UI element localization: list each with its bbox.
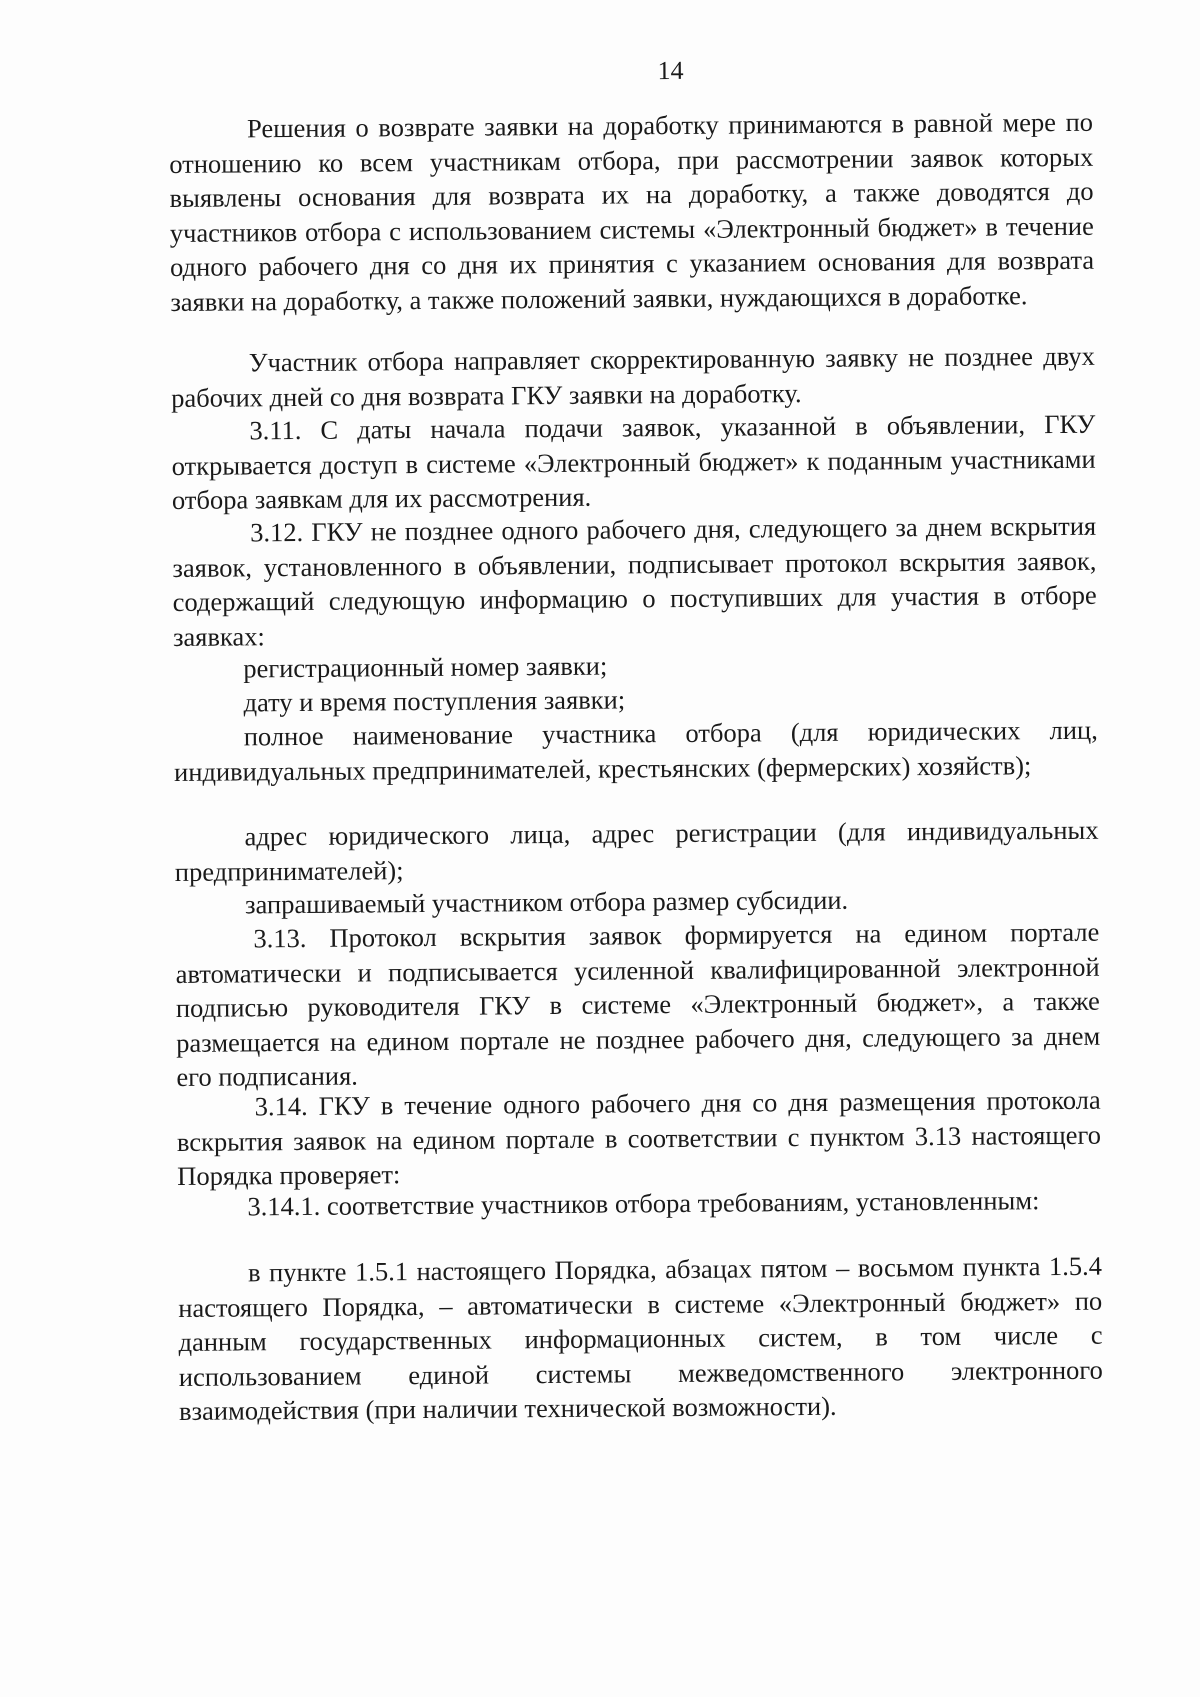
paragraph-3-14-1: 3.14.1. соответствие участников отбора требованиям, установленным: bbox=[247, 1185, 1040, 1222]
list-item-date-time: дату и время поступления заявки; bbox=[243, 684, 626, 718]
paragraph-3-14: 3.14. ГКУ в течение одного рабочего дня со дня размещения протокола вскрытия заявок на едином портале в соответствии с пунктом 3.13 настоящего Порядка проверяет: bbox=[176, 1084, 1102, 1191]
paragraph-3-12: 3.12. ГКУ не позднее одного рабочего дня, следующего за днем вскрытия заявок, установленного в объявлении, подписывает протокол вскрытия заявок, содержащий следующую информацию о поступивших для участия в отборе заявках: bbox=[172, 510, 1097, 652]
page-number: 14 bbox=[657, 55, 684, 86]
list-item-subsidy-amount: запрашиваемый участником отбора размер субсидии. bbox=[244, 884, 849, 920]
paragraph-return-decision: Решения о возврате заявки на доработку принимаются в равной мере по отношению ко всем участникам отбора, при рассмотрении заявок которых выявлены основания для возврата их на доработку, а также доводятся до участников отбора с использованием системы «Электронный бюджет» в течение одного рабочего дня со дня их принятия с указанием основания для возврата заявки на доработку, а также положений заявки, нуждающихся в доработке. bbox=[169, 106, 1095, 317]
list-item-full-name: полное наименование участника отбора (для юридических лиц, индивидуальных предпринимателей, крестьянских (фермерских) хозяйств); bbox=[173, 714, 1098, 787]
paragraph-3-13: 3.13. Протокол вскрытия заявок формируется на едином портале автоматически и подписывается усиленной квалифицированной электронной подписью руководителя ГКУ в системе «Электронный бюджет», а также размещается на едином портале не позднее рабочего дня, следующего за днем его подписания. bbox=[175, 916, 1101, 1092]
list-item-address: адрес юридического лица, адрес регистрации (для индивидуальных предпринимателей); bbox=[174, 814, 1099, 887]
paragraph-3-11: 3.11. С даты начала подачи заявок, указанной в объявлении, ГКУ открывается доступ в системе «Электронный бюджет» к поданным участниками отбора заявкам для их рассмотрения. bbox=[171, 408, 1096, 515]
paragraph-clause-1-5-1: в пункте 1.5.1 настоящего Порядка, абзацах пятом – восьмом пункта 1.5.4 настоящего Порядка, – автоматически в системе «Электронный бюджет» по данным государственных информационных систем, в том числе с использованием единой системы межведомственного электронного взаимодействия (при наличии технической возможности). bbox=[178, 1250, 1103, 1426]
paragraph-resubmission: Участник отбора направляет скорректированную заявку не позднее двух рабочих дней со дня возврата ГКУ заявки на доработку. bbox=[171, 340, 1095, 413]
list-item-registration-number: регистрационный номер заявки; bbox=[243, 650, 608, 684]
